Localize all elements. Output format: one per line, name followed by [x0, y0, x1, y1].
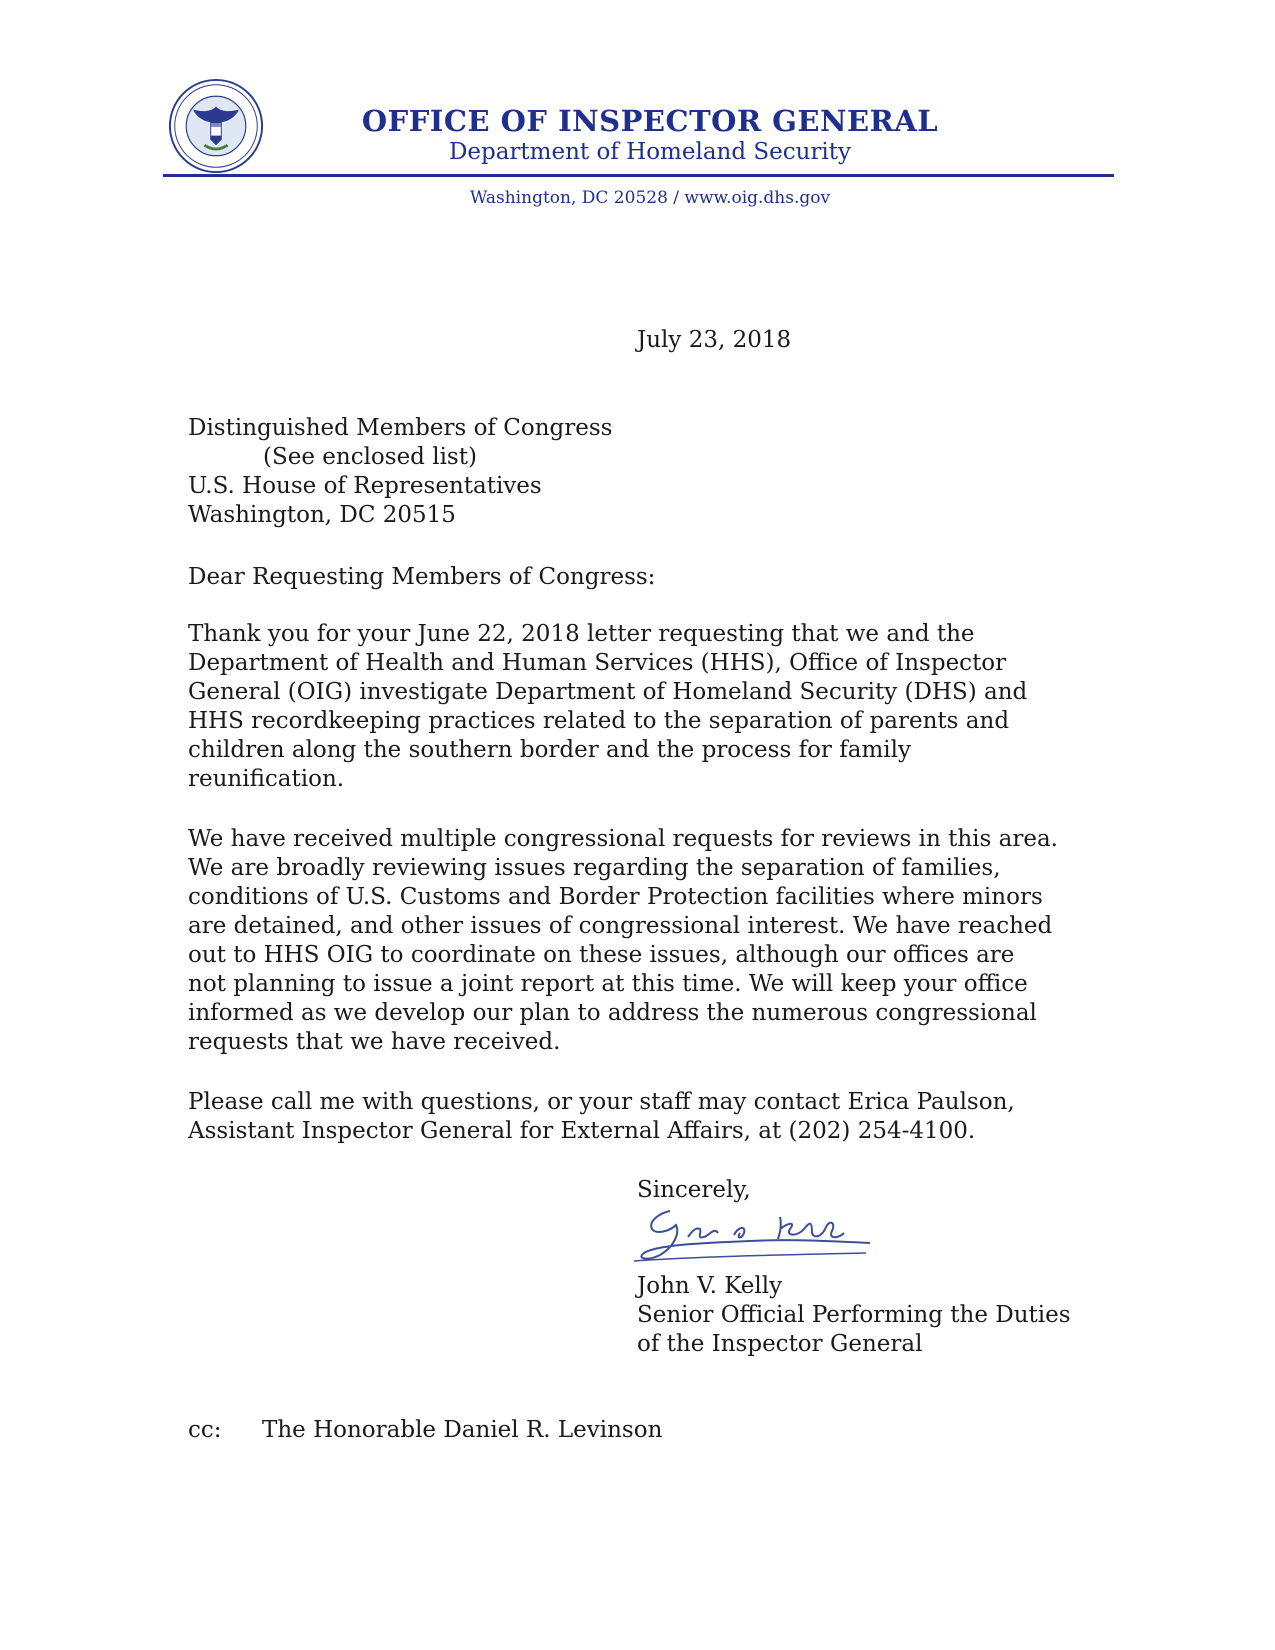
signer-name: John V. Kelly	[637, 1273, 783, 1299]
paragraph-line: are detained, and other issues of congressional interest. We have reached	[188, 913, 1053, 939]
office-address: Washington, DC 20528 / www.oig.dhs.gov	[469, 188, 831, 208]
dhs-seal-logo	[168, 78, 264, 174]
paragraph-line: not planning to issue a joint report at this time. We will keep your office	[188, 971, 1028, 997]
closing: Sincerely,	[637, 1177, 751, 1203]
paragraph-line: requests that we have received.	[188, 1029, 561, 1055]
paragraph-line: out to HHS OIG to coordinate on these issues, although our offices are	[188, 942, 1015, 968]
paragraph-line: We have received multiple congressional requests for reviews in this area.	[188, 826, 1058, 852]
cc-label: cc:	[188, 1417, 222, 1443]
body-paragraph-3	[188, 1088, 1015, 1146]
header-divider	[163, 174, 1114, 177]
signer-block	[637, 1272, 1071, 1359]
recipient-address	[188, 414, 612, 530]
paragraph-line: reunification.	[188, 766, 345, 792]
paragraph-line: Please call me with questions, or your staff may contact Erica Paulson,	[188, 1089, 1015, 1115]
paragraph-line: children along the southern border and the process for family	[188, 737, 911, 763]
recipient-line: U.S. House of Representatives	[188, 473, 542, 499]
recipient-line: Washington, DC 20515	[188, 502, 456, 528]
paragraph-line: Thank you for your June 22, 2018 letter requesting that we and the	[188, 621, 975, 647]
paragraph-line: Assistant Inspector General for External Affairs, at (202) 254-4100.	[188, 1118, 976, 1144]
salutation: Dear Requesting Members of Congress:	[188, 564, 656, 590]
signer-title: Senior Official Performing the Duties	[637, 1302, 1071, 1328]
body-paragraph-2	[188, 825, 1058, 1057]
signer-title: of the Inspector General	[637, 1331, 923, 1357]
office-subtitle: Department of Homeland Security	[448, 139, 852, 165]
paragraph-line: informed as we develop our plan to address the numerous congressional	[188, 1000, 1037, 1026]
office-title: OFFICE OF INSPECTOR GENERAL	[361, 104, 939, 138]
paragraph-line: We are broadly reviewing issues regarding the separation of families,	[188, 855, 1001, 881]
body-paragraph-1	[188, 620, 1027, 794]
paragraph-line: Department of Health and Human Services (HHS), Office of Inspector	[188, 650, 1007, 676]
paragraph-line: conditions of U.S. Customs and Border Protection facilities where minors	[188, 884, 1043, 910]
recipient-line: Distinguished Members of Congress	[188, 415, 613, 441]
signature-image	[630, 1203, 880, 1265]
paragraph-line: General (OIG) investigate Department of Homeland Security (DHS) and	[188, 679, 1028, 705]
recipient-line: (See enclosed list)	[263, 444, 477, 470]
paragraph-line: HHS recordkeeping practices related to the separation of parents and	[188, 708, 1010, 734]
cc-name: The Honorable Daniel R. Levinson	[262, 1417, 663, 1443]
letter-date: July 23, 2018	[637, 327, 792, 353]
